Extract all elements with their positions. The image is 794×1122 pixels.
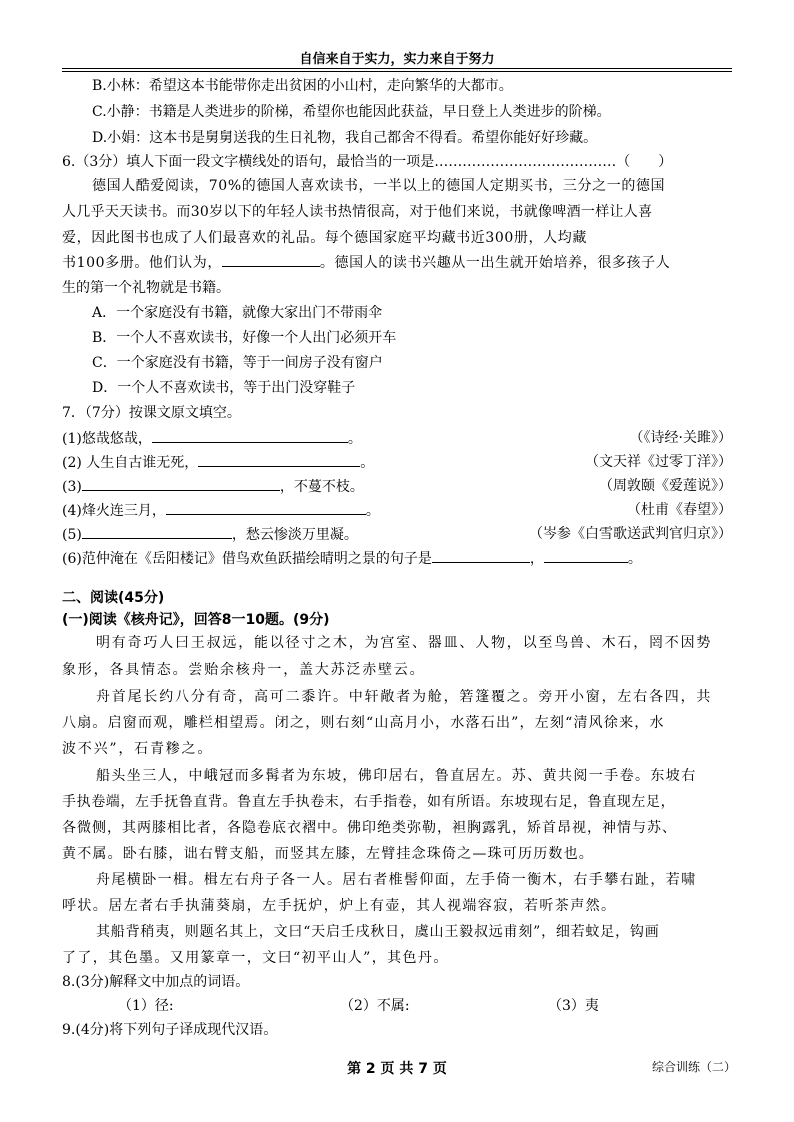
q7-item-text: (1)悠哉悠哉， <box>62 431 152 447</box>
q6-option-d: D．一个人不喜欢读书，等于出门没穿鞋子 <box>92 380 356 396</box>
q6-stem: 6.（3分）填人下面一段文字横线处的语句，最恰当的一项是…………………………………（ ） <box>62 154 673 170</box>
q7-answer-blank[interactable] <box>544 548 628 563</box>
passage-line: 舟首尾长约八分有奇，高可二黍许。中轩敞者为舱，箬篷覆之。旁开小窗，左右各四，共 <box>96 689 713 705</box>
q7-item-text: (6)范仲淹在《岳阳楼记》借鸟欢鱼跃描绘晴明之景的句子是 <box>62 551 432 567</box>
q8-item-1: （1）径: <box>118 998 174 1014</box>
passage-line: 舟尾横卧一楫。楫左右舟子各一人。居右者椎髻仰面，左手倚一衡木，右手攀右趾，若啸 <box>96 872 697 888</box>
q7-item-source: （《诗经·关雎》） <box>629 430 732 446</box>
passage-line: 了了，其色墨。又用篆章一，文曰“初平山人”，其色丹。 <box>62 950 449 966</box>
passage-line: 波不兴”，石青糁之。 <box>62 741 214 757</box>
q7-answer-blank[interactable] <box>152 428 348 443</box>
page-header-motto: 自信来自于实力，实力来自于努力 <box>299 52 495 67</box>
page-number: 第 2 页 共 7 页 <box>347 1061 447 1077</box>
q7-item-text: 。 <box>627 551 642 567</box>
passage-line: 呼状。居左者右手执蒲葵扇，左手抚炉，炉上有壶，其人视端容寂，若听茶声然。 <box>62 898 617 914</box>
q7-item-text: ， <box>529 551 544 567</box>
q5-option-b: B.小林：希望这本书能带你走出贫困的小山村，走向繁华的大都市。 <box>92 78 513 94</box>
q7-item-source: （文天祥《过零丁洋》） <box>585 454 732 470</box>
q8-item-3: （3）夷 <box>548 998 599 1014</box>
section-subtitle: (一)阅读《核舟记》，回答8一10题。(9分) <box>62 612 330 628</box>
q7-item-text: 。 <box>365 503 380 519</box>
q7-item-text: ，愁云惨淡万里凝。 <box>231 527 358 543</box>
q7-item-text: 。 <box>347 431 362 447</box>
q7-item-text: 。 <box>360 455 375 471</box>
q7-item-text: (2) 人生自古谁无死， <box>62 455 199 471</box>
q6-passage-line <box>62 252 670 273</box>
q7-item-3 <box>62 476 364 497</box>
q7-answer-blank[interactable] <box>82 524 232 539</box>
passage-line: 八扇。启窗而观，雕栏相望焉。闭之，则右刻“山高月小，水落石出”，左刻“清风徐来，水 <box>62 715 665 731</box>
passage-line: 各微侧，其两膝相比者，各隐卷底衣褶中。佛印绝类弥勒，袒胸露乳，矫首昂视，神情与苏、 <box>62 820 677 836</box>
passage-line: 黄不属。卧右膝，诎右臂支船，而竖其左膝，左臂挂念珠倚之—珠可历历数也。 <box>62 846 594 862</box>
passage-line: 船头坐三人，中峨冠而多髯者为东坡，佛印居右，鲁直居左。苏、黄共阅一手卷。东坡右 <box>96 768 697 784</box>
q6-answer-blank[interactable] <box>222 252 320 267</box>
q5-option-c: C.小静：书籍是人类进步的阶梯，希望你也能因此获益，早日登上人类进步的阶梯。 <box>92 104 611 120</box>
q7-item-2 <box>62 452 374 473</box>
passage-line: 象形，各具情态。尝贻余核舟一，盖大苏泛赤壁云。 <box>62 662 426 678</box>
q6-option-b: B．一个人不喜欢读书，好像一个人出门必须开车 <box>92 330 397 346</box>
q7-item-5 <box>62 524 358 545</box>
q7-item-source: （周敦颐《爱莲说》） <box>599 478 732 494</box>
q7-item-text: ，不蔓不枝。 <box>279 479 364 495</box>
q8-item-2: （2）不属: <box>340 998 410 1014</box>
q6-passage-line: 生的第一个礼物就是书籍。 <box>62 280 230 296</box>
q7-item-source: （岑参《白雪歌送武判官归京》） <box>529 526 732 542</box>
q7-answer-blank[interactable] <box>82 476 280 491</box>
q6-option-a: A．一个家庭没有书籍，就像大家出门不带雨伞 <box>92 305 383 321</box>
q7-item-6 <box>62 548 642 569</box>
q7-item-text: (4)烽火连三月， <box>62 503 166 519</box>
q8-stem: 8.(3分)解释文中加点的词语。 <box>62 974 250 990</box>
q7-stem: 7．（7分）按课文原文填空。 <box>62 405 241 421</box>
q6-passage-line: 人几乎天天读书。而30岁以下的年轻人读书热情很高，对于他们来说，书就像啤酒一样让人喜 <box>62 204 653 220</box>
q6-passage-line: 爱，因此图书也成了人们最喜欢的礼品。每个德国家庭平均藏书近300册，人均藏 <box>62 230 587 246</box>
section-title: 二、阅读(45分) <box>62 590 165 606</box>
q6-option-c: C．一个家庭没有书籍，等于一间房子没有窗户 <box>92 355 383 371</box>
q7-item-text: (5) <box>62 527 82 543</box>
footer-title: 综合训练（二） <box>652 1060 737 1074</box>
q7-answer-blank[interactable] <box>432 548 530 563</box>
q7-answer-blank[interactable] <box>166 500 366 515</box>
q6-passage-line: 德国人酷爱阅读，70%的德国人喜欢读书，一半以上的德国人定期买书，三分之一的德国 <box>92 178 666 194</box>
q7-item-source: （杜甫《春望》） <box>627 502 732 518</box>
q7-item-text: (3) <box>62 479 82 495</box>
q6-passage-text: 。德国人的读书兴趣从一出生就开始培养，很多孩子人 <box>319 255 671 271</box>
q9-stem: 9.(4分)将下列句子译成现代汉语。 <box>62 1022 278 1038</box>
q7-item-1 <box>62 428 362 449</box>
passage-line: 其船背稍夷，则题名其上，文曰“天启壬戌秋日，虞山王毅叔远甫刻”，细若蚊足，钩画 <box>96 924 660 940</box>
passage-line: 手执卷端，左手抚鲁直背。鲁直左手执卷末，右手指卷，如有所语。东坡现右足，鲁直现左足， <box>62 794 676 810</box>
passage-line: 明有奇巧人曰王叔远，能以径寸之木，为宫室、器皿、人物，以至鸟兽、木石，罔不因势 <box>96 635 713 651</box>
q7-answer-blank[interactable] <box>198 452 360 467</box>
q6-passage-text: 书100多册。他们认为， <box>62 255 222 271</box>
header-rule <box>62 68 732 72</box>
q5-option-d: D.小娟：这本书是舅舅送我的生日礼物，我自己都舍不得看。希望你能好好珍藏。 <box>92 130 598 146</box>
q7-item-4 <box>62 500 380 521</box>
